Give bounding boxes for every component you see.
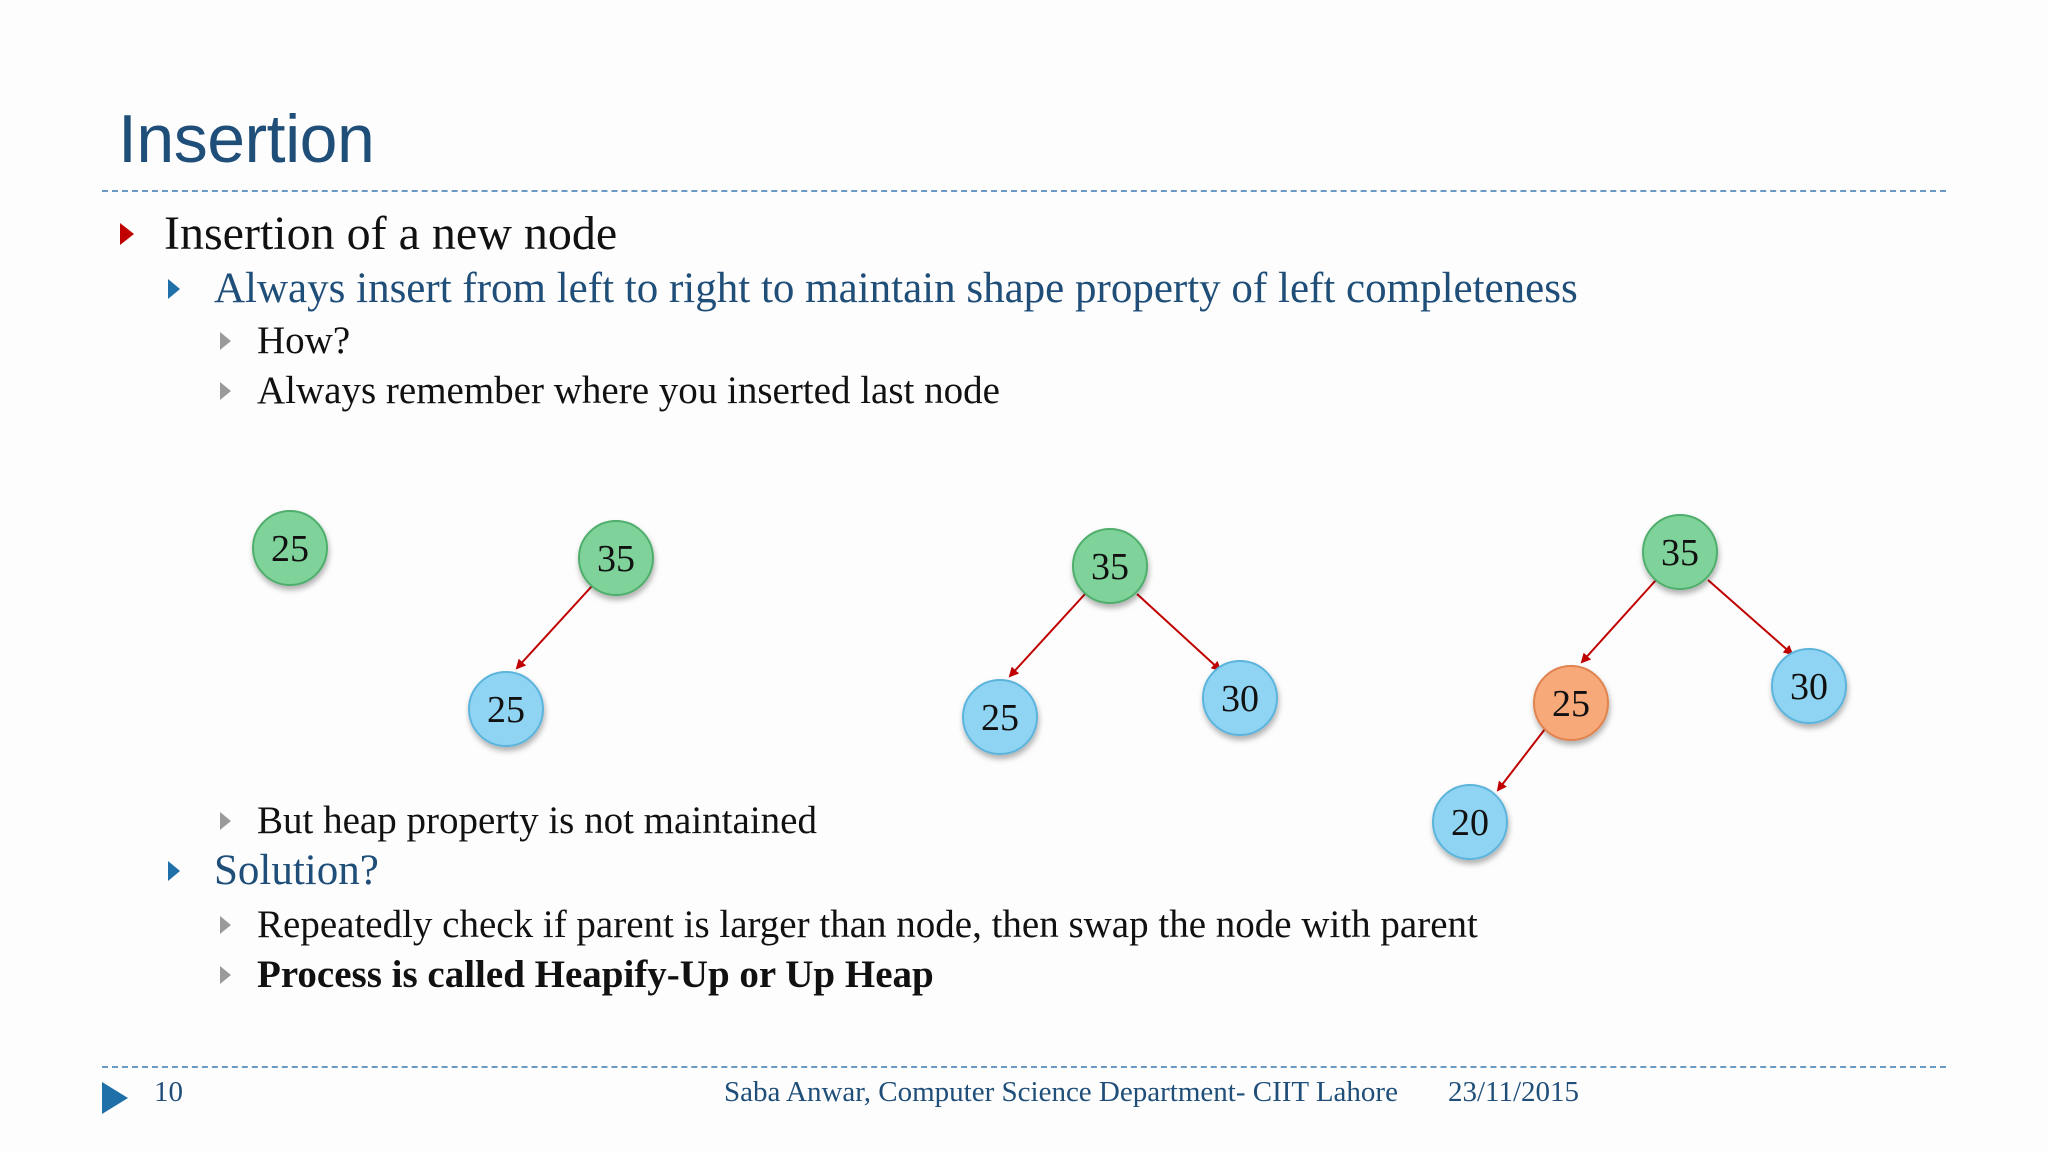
bullet-triangle-icon (220, 916, 231, 934)
bullet-text: Always remember where you inserted last node (257, 369, 1000, 412)
bullet-level3-heapify-up (220, 952, 934, 997)
tree1-root-node (253, 511, 327, 585)
bullet-level2-solution (168, 846, 379, 895)
tree3-edge-root-right (1137, 594, 1220, 670)
svg-text:35: 35 (1091, 546, 1129, 588)
bullet-text: Always insert from left to right to maintain shape property of left completeness (214, 265, 1578, 312)
tree4-left-node-highlighted (1534, 666, 1608, 740)
svg-text:30: 30 (1221, 678, 1259, 720)
svg-text:35: 35 (1661, 532, 1699, 574)
tree4-edge-root-left (1582, 580, 1656, 662)
svg-text:25: 25 (487, 689, 525, 731)
tree2-edge-root-left (517, 586, 592, 668)
svg-text:35: 35 (597, 538, 635, 580)
bullet-text: Repeatedly check if parent is larger than node, then swap the node with parent (257, 903, 1478, 946)
tree2-root-node (579, 521, 653, 595)
tree2-left-node (469, 672, 543, 746)
tree4-left-left-node (1433, 785, 1507, 859)
tree3-right-node (1203, 661, 1277, 735)
svg-text:25: 25 (981, 697, 1019, 739)
tree4-edge-root-right (1708, 580, 1792, 654)
tree4-right-node (1772, 649, 1846, 723)
svg-text:25: 25 (1552, 683, 1590, 725)
tree3-edge-root-left (1010, 594, 1085, 676)
tree3-left-node (963, 680, 1037, 754)
bullet-text: Insertion of a new node (164, 207, 618, 260)
svg-text:30: 30 (1790, 666, 1828, 708)
footer-date: 23/11/2015 (1448, 1076, 1580, 1108)
tree4-root-node (1643, 515, 1717, 589)
bullet-triangle-icon (220, 812, 231, 830)
footer-triangle-icon (102, 1082, 128, 1114)
footer-author: Saba Anwar, Computer Science Department- CIIT Lahore (724, 1076, 1398, 1108)
bullet-triangle-icon (220, 966, 231, 984)
tree4-edge-left-leftleft (1498, 729, 1545, 790)
slide-title: Insertion (118, 101, 375, 177)
footer-divider (102, 1066, 1946, 1068)
tree3-root-node (1073, 529, 1147, 603)
bullet-text: Process is called Heapify-Up or Up Heap (257, 953, 934, 996)
svg-text:20: 20 (1451, 802, 1489, 844)
bullet-text: Solution? (214, 847, 379, 894)
bullet-level3-repeatedly-check (220, 902, 1478, 947)
bullet-triangle-icon (168, 861, 180, 881)
bullet-text: But heap property is not maintained (257, 799, 817, 842)
page-number: 10 (154, 1076, 183, 1108)
bullet-text: How? (257, 319, 351, 362)
svg-text:25: 25 (271, 528, 309, 570)
bullet-level3-heap-not-maintained (220, 798, 817, 843)
